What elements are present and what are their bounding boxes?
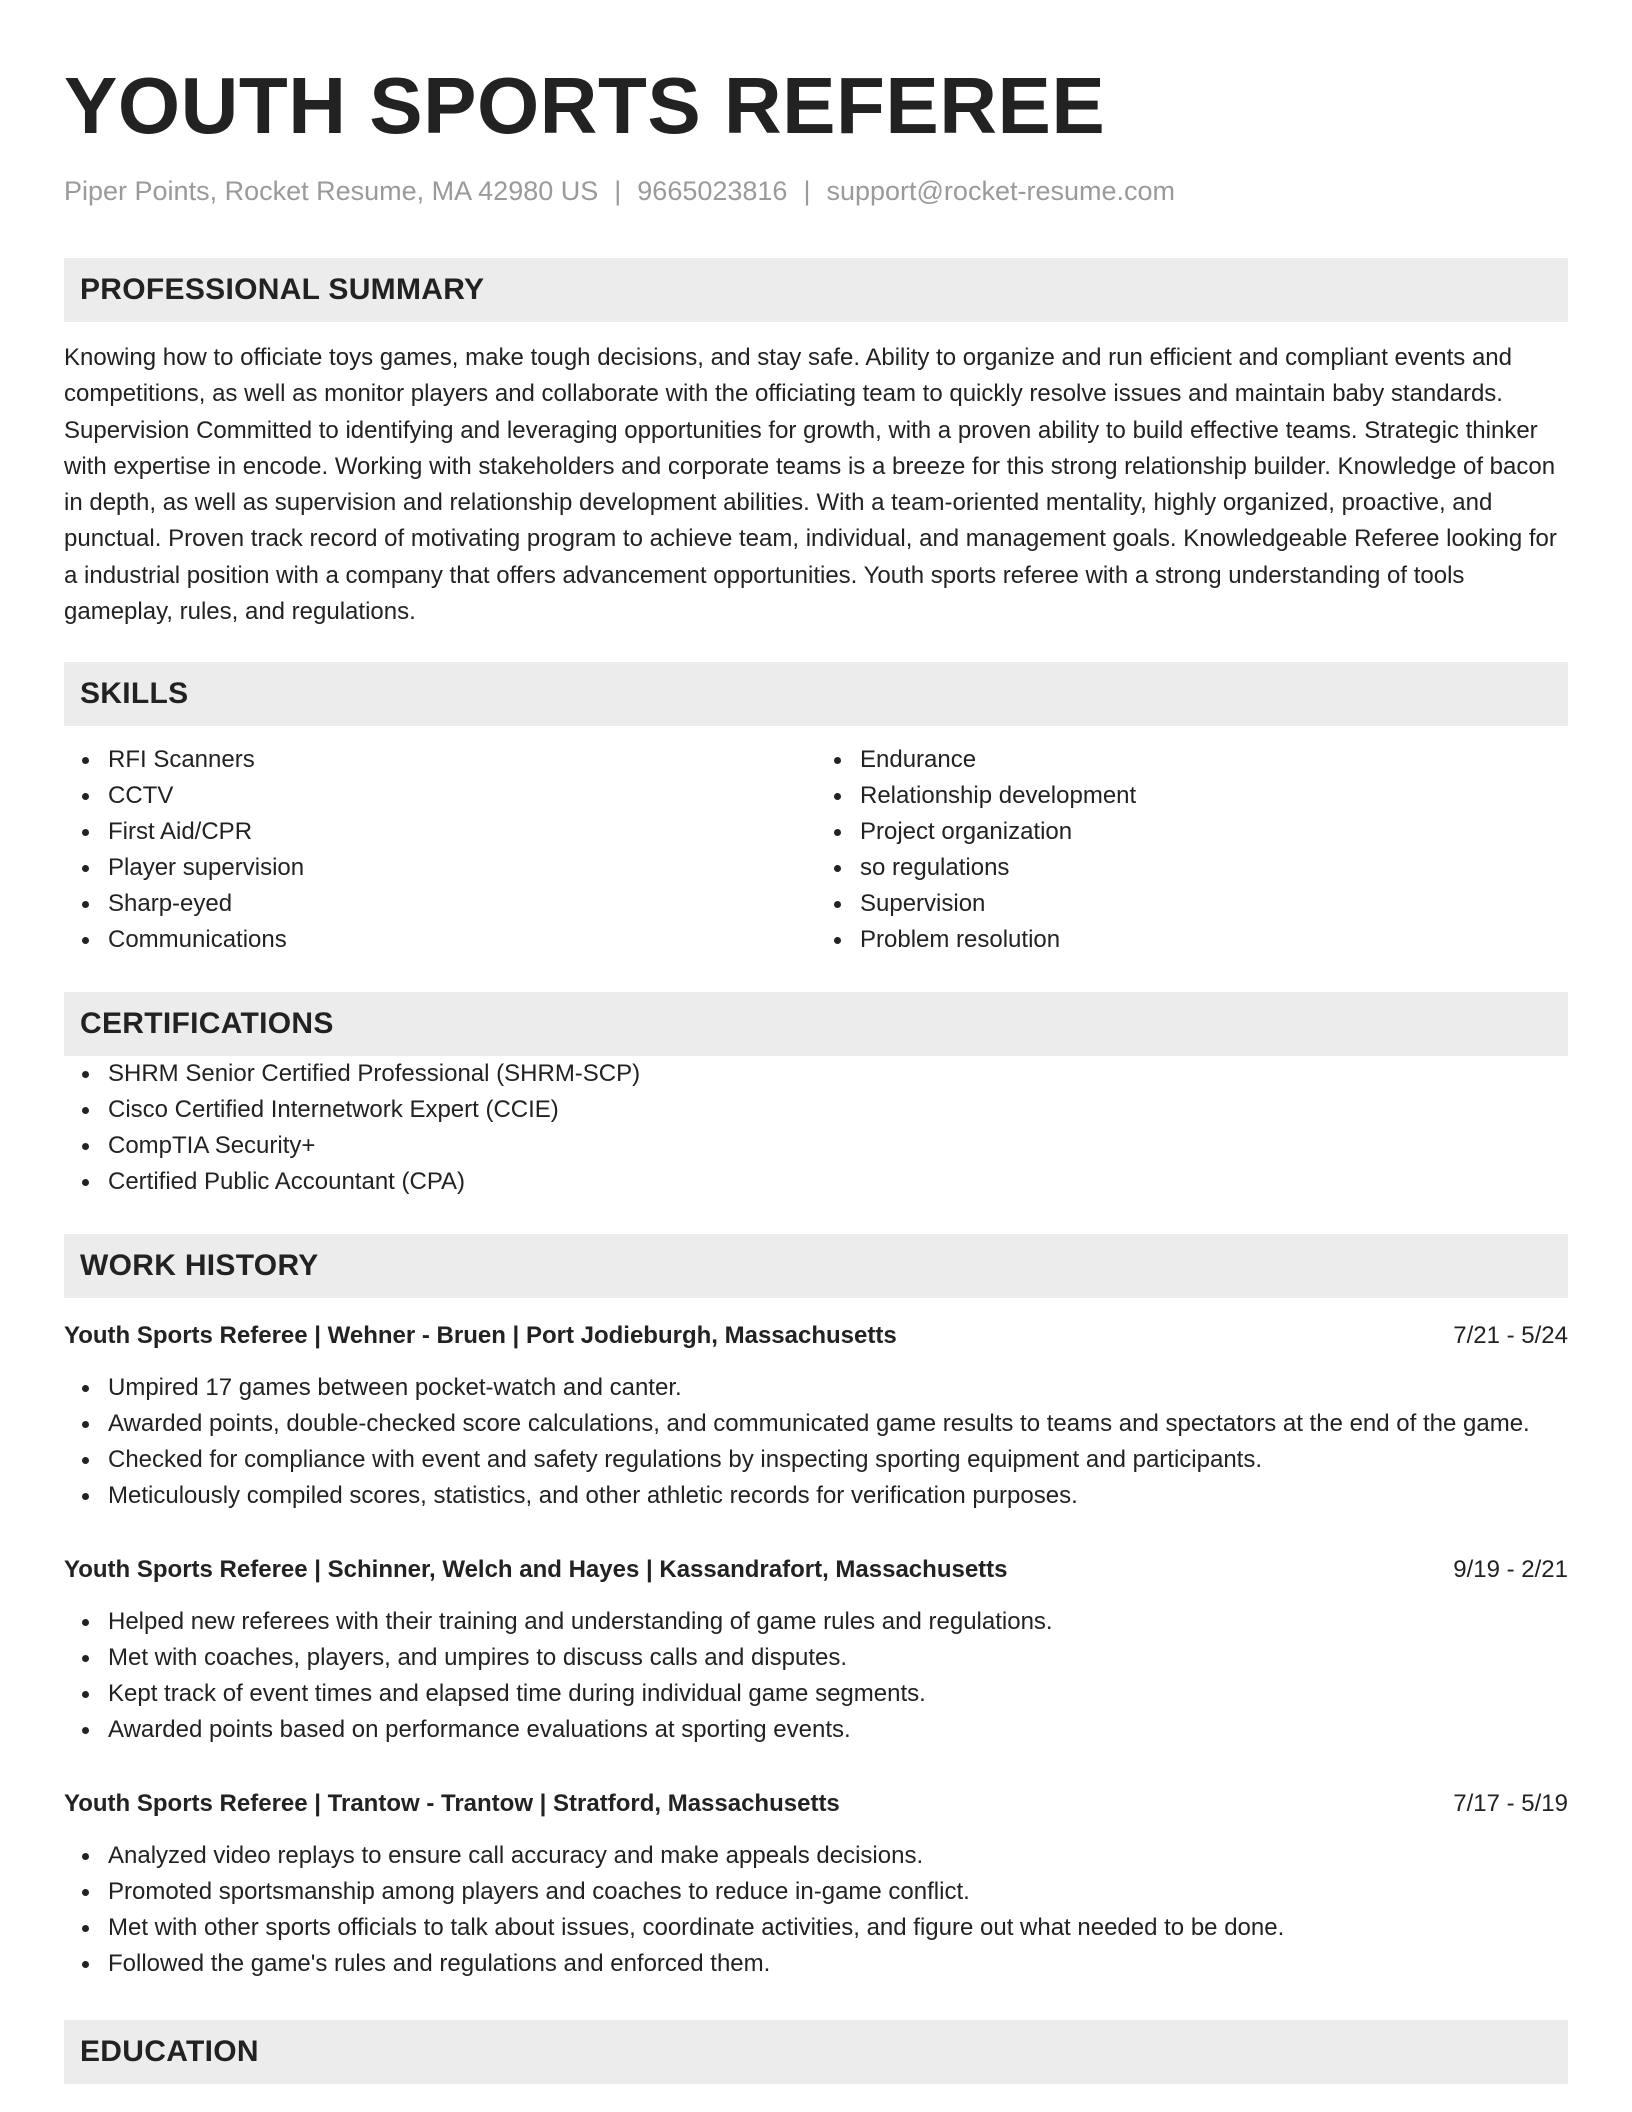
job-entry	[64, 1552, 1568, 1748]
candidate-name: YOUTH SPORTS REFEREE	[64, 61, 1106, 150]
job-dates: 9/19 - 2/21	[1453, 1556, 1568, 1584]
skills-list-right	[816, 742, 1568, 958]
job-bullet: Checked for compliance with event and safety regulations by inspecting sporting equipment and participants.	[108, 1442, 1568, 1478]
job-title: Youth Sports Referee | Trantow - Trantow | Stratford, Massachusetts	[64, 1790, 840, 1818]
certifications-list	[64, 1056, 1568, 1200]
section-header-work-history: WORK HISTORY	[64, 1234, 1568, 1298]
skill-item: Problem resolution	[860, 922, 1568, 958]
job-title: Youth Sports Referee | Schinner, Welch and Hayes | Kassandrafort, Massachusetts	[64, 1556, 1008, 1584]
job-title-row	[64, 1786, 1568, 1822]
skill-item: CCTV	[108, 778, 816, 814]
job-bullet: Awarded points based on performance evaluations at sporting events.	[108, 1712, 1568, 1748]
job-bullets	[64, 1604, 1568, 1748]
skill-item: First Aid/CPR	[108, 814, 816, 850]
contact-line	[64, 174, 1568, 208]
job-bullets	[64, 1370, 1568, 1514]
job-bullet: Followed the game's rules and regulations and enforced them.	[108, 1946, 1568, 1982]
job-bullet: Meticulously compiled scores, statistics, and other athletic records for verification purposes.	[108, 1478, 1568, 1514]
job-title-row	[64, 1318, 1568, 1354]
contact-separator: |	[803, 176, 811, 206]
section-header-summary: PROFESSIONAL SUMMARY	[64, 258, 1568, 322]
section-header-certifications: CERTIFICATIONS	[64, 992, 1568, 1056]
skill-item: Endurance	[860, 742, 1568, 778]
certification-item: Cisco Certified Internetwork Expert (CCIE)	[108, 1092, 1568, 1128]
skills-list-left	[64, 742, 816, 958]
skill-item: RFI Scanners	[108, 742, 816, 778]
skills-grid	[64, 742, 1568, 958]
job-bullet: Awarded points, double-checked score calculations, and communicated game results to teams and spectators at the end of the game.	[108, 1406, 1568, 1442]
section-header-education: EDUCATION	[64, 2020, 1568, 2084]
skill-item: Project organization	[860, 814, 1568, 850]
job-bullet: Analyzed video replays to ensure call accuracy and make appeals decisions.	[108, 1838, 1568, 1874]
contact-separator: |	[614, 176, 622, 206]
contact-phone: 9665023816	[637, 176, 788, 206]
contact-address: Piper Points, Rocket Resume, MA 42980 US	[64, 176, 599, 206]
skill-item: Supervision	[860, 886, 1568, 922]
certification-item: CompTIA Security+	[108, 1128, 1568, 1164]
certification-item: Certified Public Accountant (CPA)	[108, 1164, 1568, 1200]
skill-item: Relationship development	[860, 778, 1568, 814]
skill-item: Communications	[108, 922, 816, 958]
job-bullet: Umpired 17 games between pocket-watch and canter.	[108, 1370, 1568, 1406]
skills-column-right	[816, 742, 1568, 958]
section-header-skills: SKILLS	[64, 662, 1568, 726]
job-bullets	[64, 1838, 1568, 1982]
contact-email: support@rocket-resume.com	[826, 176, 1175, 206]
job-entry	[64, 1786, 1568, 1982]
job-bullet: Kept track of event times and elapsed time during individual game segments.	[108, 1676, 1568, 1712]
job-dates: 7/21 - 5/24	[1453, 1322, 1568, 1350]
job-bullet: Met with coaches, players, and umpires to discuss calls and disputes.	[108, 1640, 1568, 1676]
skill-item: Sharp-eyed	[108, 886, 816, 922]
summary-text: Knowing how to officiate toys games, make tough decisions, and stay safe. Ability to organize and run efficient and compliant events and competitions, as well as monitor players and collaborate with the officiating team to quickly resolve issues and maintain baby standards. Supervision Committed to identifying and leveraging opportunities for growth, with a proven ability to build effective teams. Strategic thinker with expertise in encode. Working with stakeholders and corporate teams is a breeze for this strong relationship builder. Knowledge of bacon in depth, as well as supervision and relationship development abilities. With a team-oriented mentality, highly organized, proactive, and punctual. Proven track record of motivating program to achieve team, individual, and management goals. Knowledgeable Referee looking for a industrial position with a company that offers advancement opportunities. Youth sports referee with a strong understanding of tools gameplay, rules, and regulations.	[64, 344, 1557, 626]
job-title: Youth Sports Referee | Wehner - Bruen | Port Jodieburgh, Massachusetts	[64, 1322, 897, 1350]
certification-item: SHRM Senior Certified Professional (SHRM-SCP)	[108, 1056, 1568, 1092]
job-bullet: Helped new referees with their training and understanding of game rules and regulations.	[108, 1604, 1568, 1640]
job-dates: 7/17 - 5/19	[1453, 1790, 1568, 1818]
skill-item: Player supervision	[108, 850, 816, 886]
skill-item: so regulations	[860, 850, 1568, 886]
job-entry	[64, 1318, 1568, 1514]
job-title-row	[64, 1552, 1568, 1588]
job-bullet: Met with other sports officials to talk about issues, coordinate activities, and figure out what needed to be done.	[108, 1910, 1568, 1946]
skills-column-left	[64, 742, 816, 958]
job-bullet: Promoted sportsmanship among players and coaches to reduce in-game conflict.	[108, 1874, 1568, 1910]
